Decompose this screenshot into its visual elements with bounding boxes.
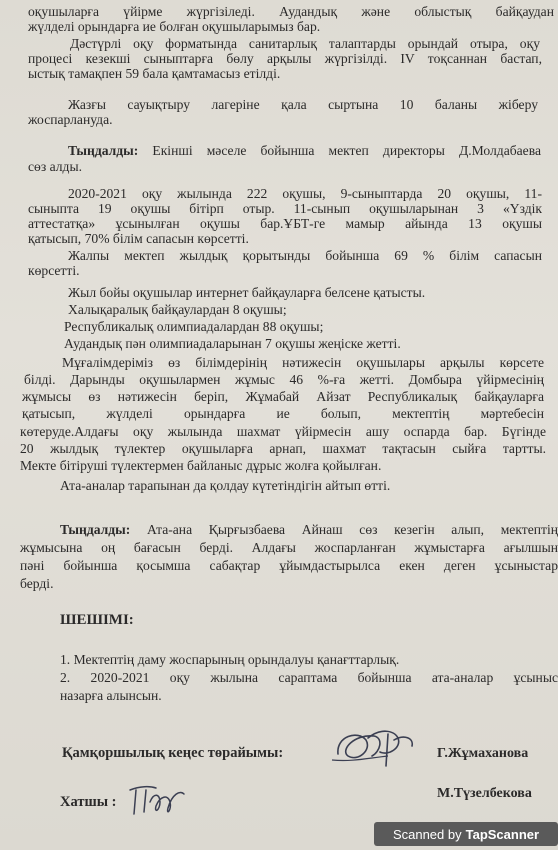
text-line: берді. (20, 576, 54, 591)
decision-item: 1. Мектептің даму жоспарының орындалуы қанағттарлық. (60, 652, 400, 667)
text-line: Жазғы сауықтыру лагеріне қала сыртына 10 баланы жіберу (68, 97, 538, 112)
text-line: 2020-2021 оқу жылында 222 оқушы, 9-сыныптарда 20 оқушы, 11- (68, 186, 542, 201)
text-line: сөз алды. (28, 159, 82, 174)
heard-heading-1 (68, 143, 541, 158)
scanner-prefix: Scanned by (392, 826, 462, 842)
text-line: сыныпта 19 оқушы бітірп отыр. 11-сынып оқушыларынан 3 «Үздік (28, 201, 542, 216)
text-line: ыстық тамақпен 59 бала қамтамасыз етілді. (28, 66, 281, 81)
chair-name: Г.Жұмаханова (437, 746, 529, 761)
text-line: оқушыларға үйірме жүргізіледі. Аудандық және облыстық байқаудан (28, 4, 554, 19)
text-line: қатысып, жүлделі орындарға ие болып, мектептің мәртебесін (22, 406, 544, 421)
text-line: Жалпы мектеп жылдық қорытынды бойынша 69 % білім сапасын (68, 248, 542, 263)
text-line: 20 жылдық түлектер оқушыларға арнап, шахмат тақтасын сыйға тартты. (20, 441, 546, 456)
text-line: жұмысы өз нәтижесін беріп, Жұмабай Айзат Республикалық байқауларға (22, 389, 544, 404)
text-line: Ата-аналар тарапынан да қолдау күтетіндігін айтып өтті. (60, 478, 391, 493)
text-line: көтеруде.Алдағы оқу жылында шахмат үйірмесін ашу оспарда бар. Бүгінде (20, 424, 546, 439)
text-line: қатысып, 70% білім сапасын көрсетті. (28, 231, 249, 246)
text-line: Халықаралық байқаулардан 8 оқушы; (68, 302, 287, 317)
text-line: процесі кезекші сыныптарға бөлу арқылы жүргізілді. IV тоқсаннан бастап, (28, 51, 542, 66)
scanner-brand: TapScanner (465, 826, 540, 842)
secretary-label: Хатшы : (60, 794, 117, 810)
text-line: Мекте бітіруші түлектермен байланыс дұрыс жолға қойылған. (20, 458, 382, 473)
secretary-signature (126, 780, 188, 820)
chair-signature (328, 726, 420, 772)
decision-item: 2. 2020-2021 оқу жылына сараптама бойынша ата-аналар ұсыныс (60, 670, 558, 685)
text-line: Аудандық пән олимпиадаларынан 7 оқушы жеңіске жетті. (64, 336, 401, 351)
text-line: жұмысына оң бағасын берді. Алдағы жоспарланған жұмыстарға ағылшын (20, 540, 558, 555)
chair-label: Қамқоршылық кеңес төрайымы: (62, 745, 284, 761)
text-line: білді. Дарынды оқушылармен жұмыс 46 %-ға жетті. Домбыра үйірмесінің (24, 372, 544, 387)
text-line: жоспарлануда. (28, 112, 113, 127)
text-line: Мұғалімдеріміз өз білімдерінің нәтижесін оқушылары арқылы көрсете (62, 355, 544, 370)
text-line: көрсетті. (28, 263, 80, 278)
secretary-name: М.Түзелбекова (437, 786, 532, 801)
text-line: Дәстүрлі оқу форматында санитарлық талаптарды орындай отыра, оқу (70, 36, 540, 51)
text-line: аттестатқа» ұсынылған оқушы бар.ҰБТ-ге мамыр айында 13 оқушы (28, 216, 542, 231)
heard-text: Ата-ана Қырғызбаева Айнаш сөз кезегін алып, мектептің (146, 522, 558, 537)
heard-label: Тыңдалды: (60, 522, 131, 537)
scanner-watermark (374, 822, 558, 846)
text-line: назарға алынсын. (60, 688, 162, 703)
heard-heading-2 (60, 522, 558, 537)
decision-heading: ШЕШІМІ: (60, 612, 134, 628)
text-line: пәні бойынша қосымша сабақтар ұйымдастырылса екен деген ұсыныстар (20, 558, 558, 573)
text-line: жүлделі орындарға ие болған оқушыларымыз бар. (28, 19, 321, 34)
text-line: Жыл бойы оқушылар интернет байқауларға белсене қатысты. (68, 285, 426, 300)
text-line: Республикалық олимпиадалардан 88 оқушы; (64, 319, 324, 334)
heard-label: Тыңдалды: (68, 143, 139, 158)
heard-text: Екінші мәселе бойынша мектеп директоры Д.Молдабаева (152, 143, 541, 158)
